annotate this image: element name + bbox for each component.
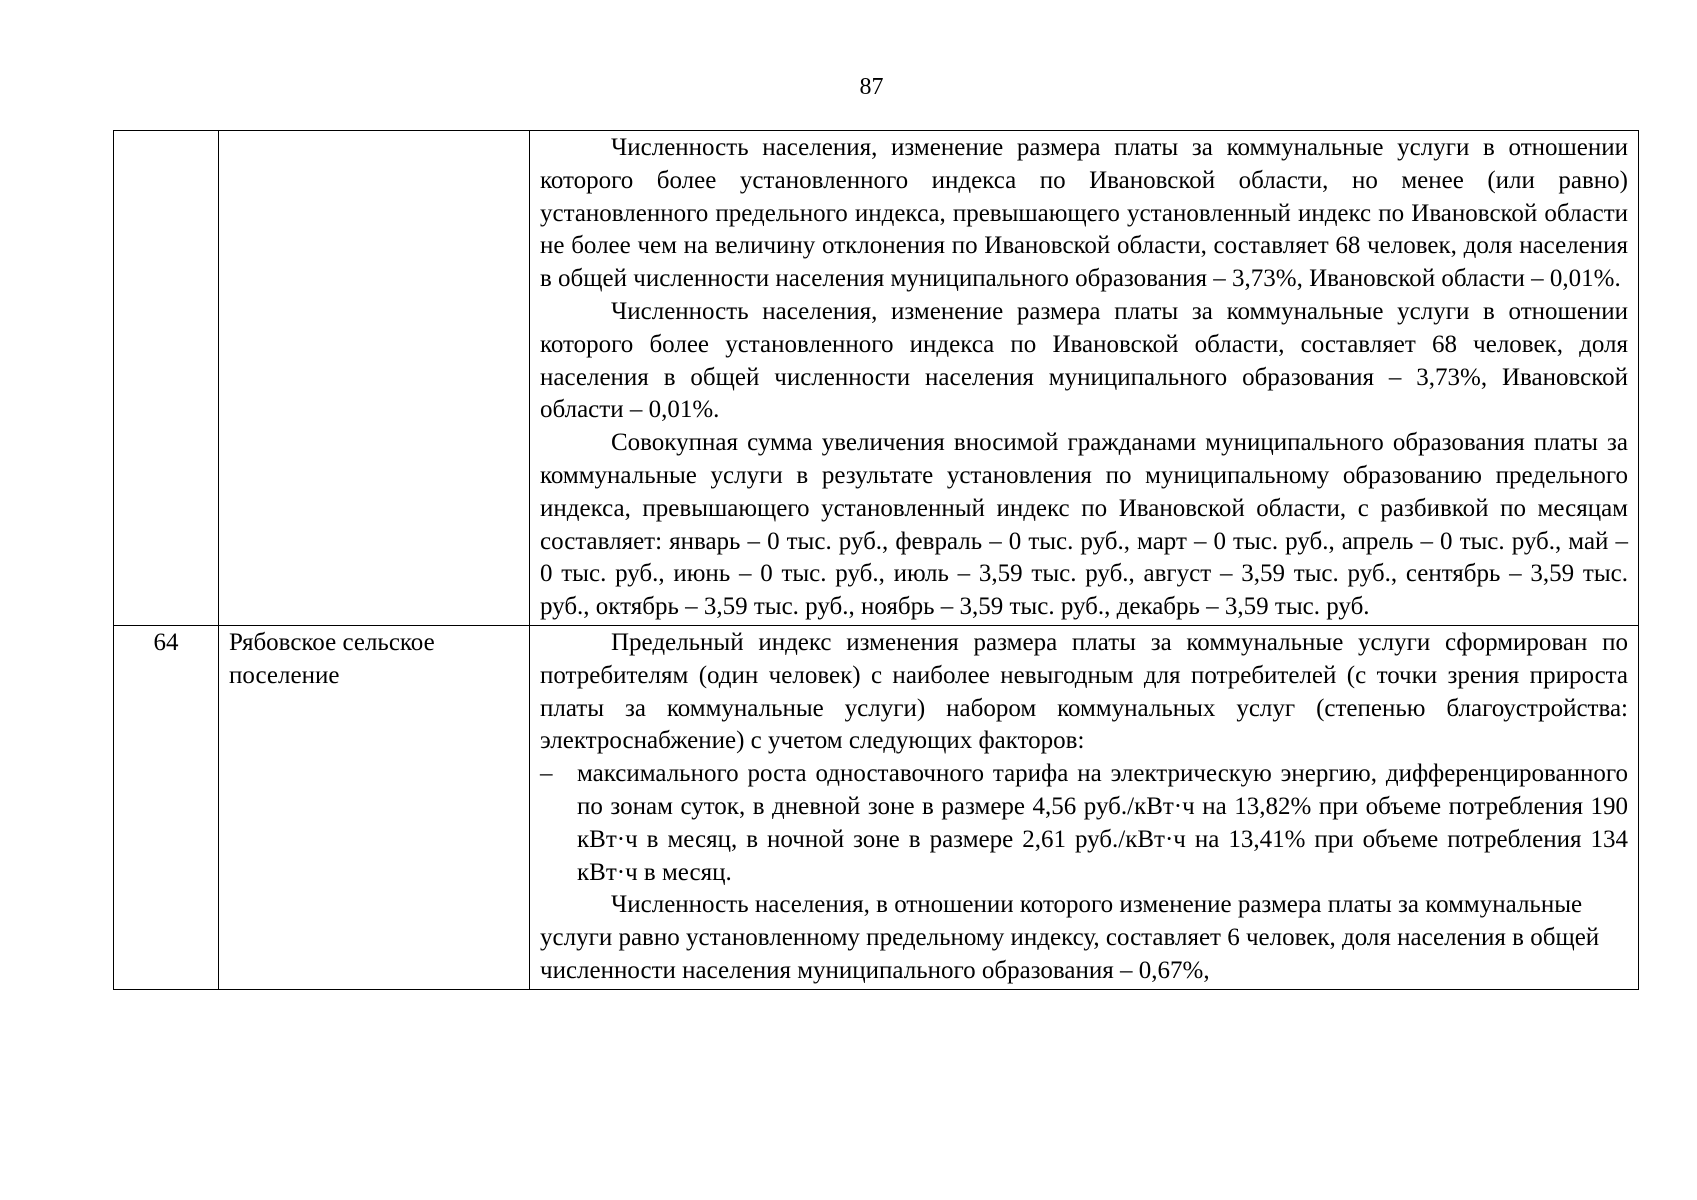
data-table (113, 130, 1639, 990)
paragraph: Совокупная сумма увеличения вносимой гражданами муниципального образования платы за коммунальные услуги в результате установления по муниципальному образованию предельного индекса, превышающего установленный индекс по Ивановской области, с разбивкой по месяцам составляет: январь – 0 тыс. руб., февраль – 0 тыс. руб., март – 0 тыс. руб., апрель – 0 тыс. руб., май – 0 тыс. руб., июнь – 0 тыс. руб., июль – 3,59 тыс. руб., август – 3,59 тыс. руб., сентябрь – 3,59 тыс. руб., октябрь – 3,59 тыс. руб., ноябрь – 3,59 тыс. руб., декабрь – 3,59 тыс. руб. (540, 429, 1628, 621)
paragraph: Предельный индекс изменения размера платы за коммунальные услуги сформирован по потребителям (один человек) с наиболее невыгодным для потребителей (с точки зрения прироста платы за коммунальные услуги) набором коммунальных услуг (степенью благоустройства: электроснабжение) с учетом следующих факторов: (540, 628, 1628, 755)
municipality-name-cell (219, 131, 530, 626)
description-cell (530, 625, 1639, 989)
page-number: 87 (859, 74, 884, 100)
row-number-cell (114, 131, 219, 626)
municipality-name-cell: Рябовское сельское поселение (219, 625, 530, 989)
description-cell (530, 131, 1639, 626)
paragraph: Численность населения, изменение размера платы за коммунальные услуги в отношении которого более установленного индекса по Ивановской области, составляет 68 человек, доля населения в общей численности населения муниципального образования – 3,73%, Ивановской области – 0,01%. (540, 297, 1628, 424)
paragraph: Численность населения, изменение размера платы за коммунальные услуги в отношении которого более установленного индекса по Ивановской области, но менее (или равно) установленного предельного индекса, превышающего установленный индекс по Ивановской области не более чем на величину отклонения по Ивановской области, составляет 68 человек, доля населения в общей численности населения муниципального образования – 3,73%, Ивановской области – 0,01%. (540, 134, 1628, 293)
list-item (540, 758, 1628, 889)
paragraph: Численность населения, в отношении которого изменение размера платы за коммунальные услуги равно установленному предельному индексу, составляет 6 человек, доля населения в общей численности населения муниципального образования – 0,67%, (540, 891, 1600, 984)
row-number-cell: 64 (114, 625, 219, 989)
list-item-text: максимального роста одноставочного тарифа на электрическую энергию, дифференцированного по зонам суток, в дневной зоне в размере 4,56 руб./кВт·ч на 13,82% при объеме потребления 190 кВт·ч в месяц, в ночной зоне в размере 2,61 руб./кВт·ч на 13,41% при объеме потребления 134 кВт·ч в месяц. (577, 760, 1628, 886)
list-dash-marker: – (540, 760, 553, 788)
table-row (114, 625, 1639, 989)
table-row (114, 131, 1639, 626)
